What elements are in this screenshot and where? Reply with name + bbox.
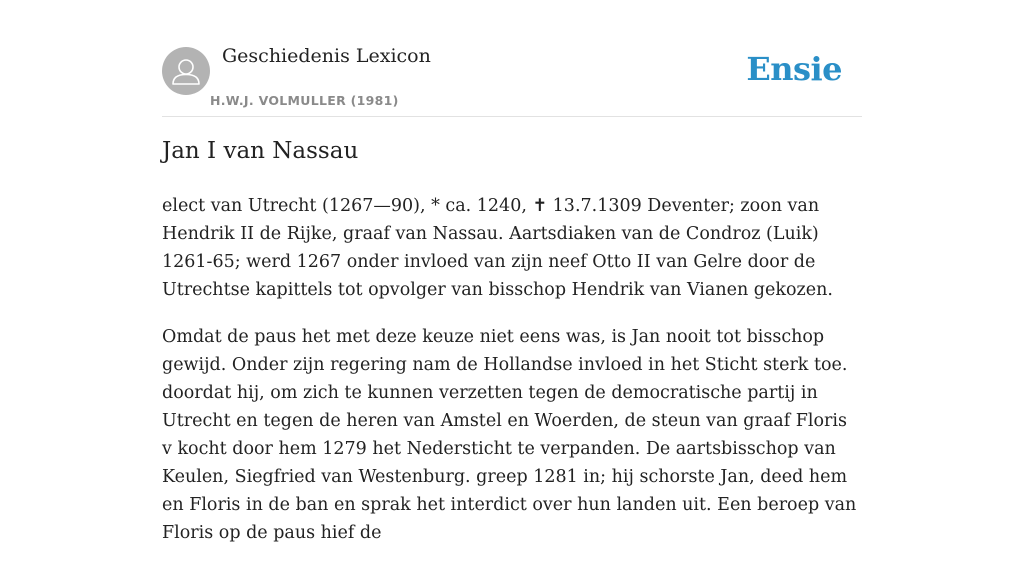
source-header	[162, 0, 862, 117]
user-icon[interactable]	[162, 47, 210, 95]
brand-logo[interactable]: Ensie	[746, 50, 842, 88]
content-column	[162, 0, 862, 543]
entry-body	[162, 192, 862, 566]
book-title[interactable]: Geschiedenis Lexicon	[222, 45, 431, 67]
paragraph: elect van Utrecht (1267—90), * ca. 1240, ✝ 13.7.1309 Deventer; zoon van Hendrik II de Rijke, graaf van Nassau. Aartsdiaken van de Condroz (Luik) 1261-65; werd 1267 onder invloed van zijn neef Otto II van Gelre door de Utrechtse kapittels tot opvolger van bisschop Hendrik van Vianen gekozen.	[162, 196, 833, 300]
author-byline[interactable]: H.W.J. VOLMULLER (1981)	[210, 93, 399, 108]
entry-title: Jan I van Nassau	[162, 138, 359, 164]
paragraph: Omdat de paus het met deze keuze niet eens was, is Jan nooit tot bisschop gewijd. Onder zijn regering nam de Hollandse invloed in het Sticht sterk toe. doordat hij, om zich te kunnen verzetten tegen de democratische partij in Utrecht en tegen de heren van Amstel en Woerden, de steun van graaf Floris v kocht door hem 1279 het Nedersticht te verpanden. De aartsbisschop van Keulen, Siegfried van Westenburg. greep 1281 in; hij schorste Jan, deed hem en Floris in de ban en sprak het interdict over hun landen uit. Een beroep van Floris op de paus hief de	[162, 327, 857, 543]
